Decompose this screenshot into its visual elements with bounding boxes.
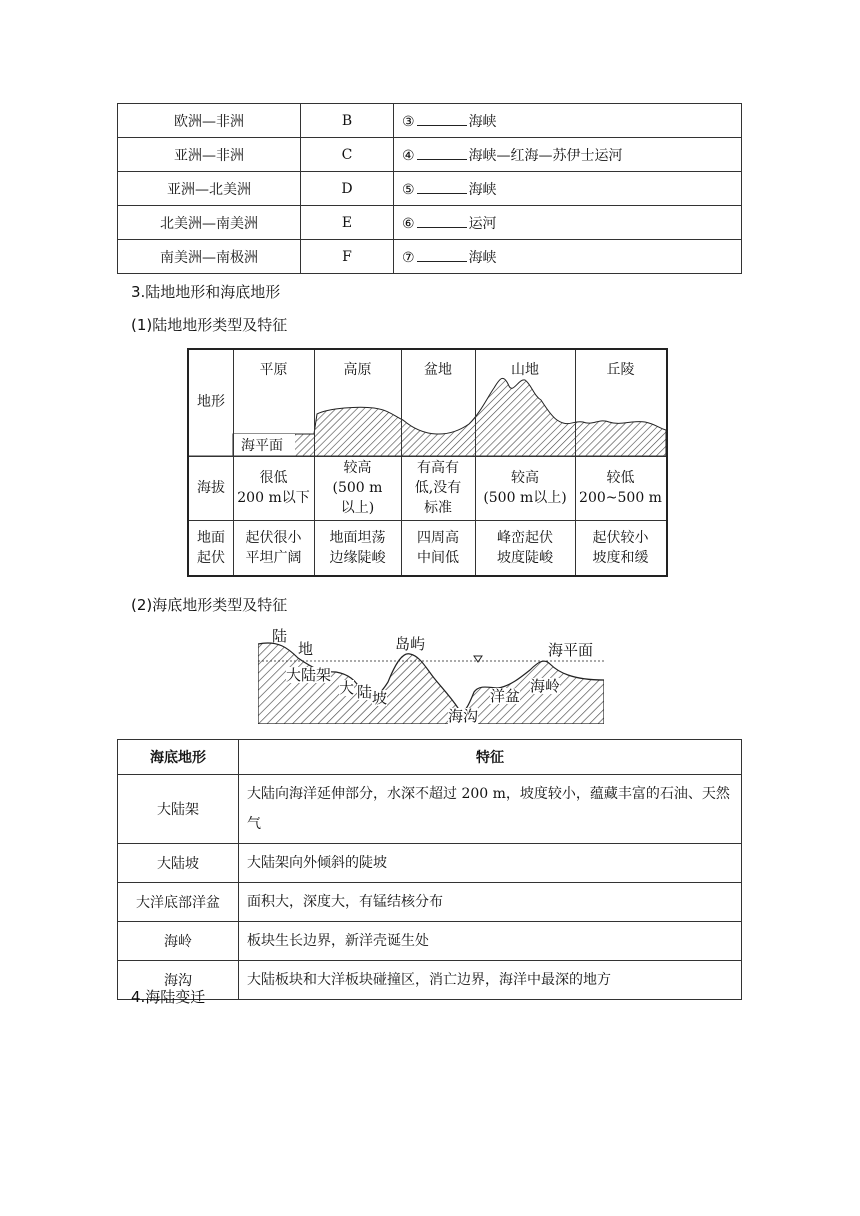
table-row (118, 104, 742, 138)
relief-plateau (314, 528, 401, 568)
label-island: 岛屿 (395, 635, 426, 653)
table-row (118, 240, 742, 274)
subsection-1-title: (1)陆地地形类型及特征 (131, 316, 288, 334)
continents-cell: 亚洲—非洲 (118, 138, 301, 172)
row-label-altitude: 海拔 (197, 480, 225, 496)
label-land-2: 地 (298, 640, 314, 658)
continents-cell: 北美洲—南美洲 (118, 206, 301, 240)
landform-name-plain: 平原 (259, 362, 288, 378)
altitude-hill (575, 468, 666, 508)
table-row (118, 172, 742, 206)
altitude-line: 很低 (259, 470, 288, 486)
altitude-basin (401, 458, 475, 518)
header-landform: 海底地形 (118, 740, 239, 775)
sea-level-label: 海平面 (241, 438, 283, 454)
continents-cell: 欧洲—非洲 (118, 104, 301, 138)
relief-line: 中间低 (417, 550, 459, 566)
answer-blank[interactable] (417, 247, 467, 262)
table-header-row (118, 740, 742, 775)
table-row (118, 138, 742, 172)
answer-number: ④ (402, 147, 415, 164)
altitude-plateau (314, 458, 401, 518)
relief-plain (233, 528, 314, 568)
answer-suffix: 海峡 (468, 113, 497, 130)
letter-cell: E (301, 206, 394, 240)
letter-cell: D (301, 172, 394, 206)
row-label-relief-2: 起伏 (197, 550, 225, 566)
landform-name-plateau: 高原 (343, 362, 372, 378)
answer-number: ⑥ (402, 215, 415, 232)
sea-floor-figure (258, 622, 604, 724)
answer-cell (394, 138, 742, 172)
strait-table (117, 103, 742, 274)
land-landform-figure (187, 348, 668, 577)
relief-basin (401, 528, 475, 568)
table-row (118, 844, 742, 883)
table-row (118, 206, 742, 240)
answer-cell (394, 104, 742, 138)
sea-floor-table (117, 739, 742, 1000)
answer-suffix: 海峡 (468, 181, 497, 198)
letter-cell: F (301, 240, 394, 274)
continents-cell: 南美洲—南极洲 (118, 240, 301, 274)
divider (189, 456, 666, 457)
relief-hill (575, 528, 666, 568)
table-row (118, 883, 742, 922)
landform-cell: 海岭 (118, 922, 239, 961)
answer-suffix: 海峡 (468, 249, 497, 266)
relief-mountain (475, 528, 575, 568)
answer-blank[interactable] (417, 179, 467, 194)
altitude-plain (233, 468, 314, 508)
altitude-line: 较高 (511, 470, 539, 486)
landform-name-hill: 丘陵 (606, 362, 635, 378)
table-row (118, 961, 742, 1000)
relief-line: 峰峦起伏 (497, 530, 553, 546)
label-slope-2: 陆 (357, 683, 373, 701)
altitude-line: 200 m以下 (237, 490, 310, 506)
relief-line: 边缘陡峻 (329, 550, 386, 566)
section-4-title: 4.海陆变迁 (131, 988, 206, 1006)
section-3-title: 3.陆地地形和海底地形 (131, 283, 281, 301)
label-slope-3: 坡 (372, 689, 388, 707)
landform-name-basin: 盆地 (424, 362, 452, 378)
label-ridge: 海岭 (530, 677, 561, 695)
feature-cell: 大陆架向外倾斜的陡坡 (239, 844, 742, 883)
answer-number: ⑤ (402, 181, 415, 198)
feature-cell: 大陆向海洋延伸部分，水深不超过 200 m，坡度较小，蕴藏丰富的石油、天然气 (239, 775, 742, 844)
altitude-line: (500 m (332, 480, 383, 496)
answer-blank[interactable] (417, 145, 467, 160)
relief-line: 四周高 (417, 530, 459, 546)
answer-cell (394, 240, 742, 274)
answer-number: ③ (402, 113, 415, 130)
answer-cell (394, 172, 742, 206)
altitude-line: 较高 (343, 460, 372, 476)
table-row (118, 922, 742, 961)
divider (189, 520, 666, 521)
continents-cell: 亚洲—北美洲 (118, 172, 301, 206)
relief-line: 起伏很小 (245, 530, 302, 546)
relief-line: 地面坦荡 (329, 530, 386, 546)
altitude-line: 200~500 m (579, 490, 662, 506)
altitude-line: (500 m以上) (483, 490, 567, 506)
label-sea-level: 海平面 (548, 641, 594, 659)
feature-cell: 大陆板块和大洋板块碰撞区，消亡边界，海洋中最深的地方 (239, 961, 742, 1000)
landform-cell: 海沟 (118, 961, 239, 1000)
letter-cell: B (301, 104, 394, 138)
label-basin: 洋盆 (490, 687, 521, 705)
answer-cell (394, 206, 742, 240)
landform-cell: 大陆架 (118, 775, 239, 844)
altitude-line: 以上) (340, 500, 375, 516)
landform-cell: 大陆坡 (118, 844, 239, 883)
letter-cell: C (301, 138, 394, 172)
feature-cell: 面积大，深度大，有锰结核分布 (239, 883, 742, 922)
label-shelf: 大陆架 (286, 666, 332, 684)
answer-suffix: 海峡—红海—苏伊士运河 (468, 147, 623, 164)
answer-number: ⑦ (402, 249, 415, 266)
altitude-line: 低,没有 (414, 480, 462, 496)
answer-suffix: 运河 (468, 215, 497, 232)
relief-line: 平坦广阔 (245, 550, 302, 566)
altitude-line: 较低 (606, 470, 635, 486)
answer-blank[interactable] (417, 111, 467, 126)
subsection-2-title: (2)海底地形类型及特征 (131, 596, 288, 614)
row-label-landform: 地形 (197, 394, 225, 410)
label-trench: 海沟 (448, 707, 479, 725)
altitude-line: 标准 (424, 500, 452, 516)
answer-blank[interactable] (417, 213, 467, 228)
relief-line: 坡度和缓 (592, 550, 649, 566)
altitude-mountain (475, 468, 575, 508)
altitude-line: 有高有 (417, 460, 459, 476)
relief-line: 坡度陡峻 (497, 550, 553, 566)
landform-name-mountain: 山地 (511, 362, 539, 378)
header-feature: 特征 (239, 740, 742, 775)
table-row (118, 775, 742, 844)
landform-cell: 大洋底部洋盆 (118, 883, 239, 922)
relief-line: 起伏较小 (592, 530, 649, 546)
row-label-relief-1: 地面 (197, 530, 225, 546)
label-land-1: 陆 (272, 627, 288, 645)
feature-cell: 板块生长边界，新洋壳诞生处 (239, 922, 742, 961)
label-slope-1: 大 (339, 679, 355, 697)
